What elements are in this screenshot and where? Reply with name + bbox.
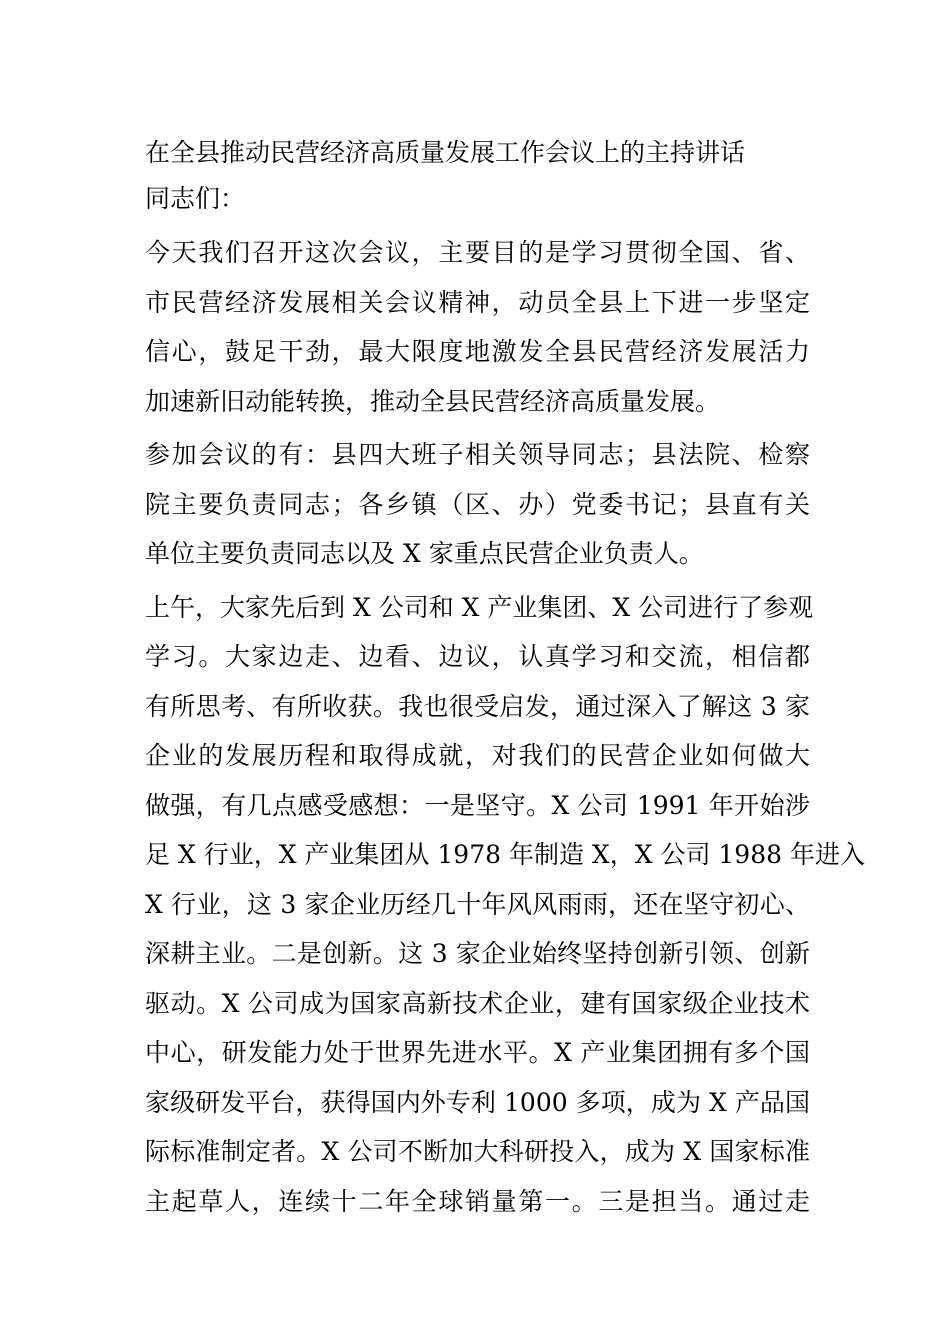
paragraph-line: 市民营经济发展相关会议精神，动员全县上下进一步坚定 <box>145 287 810 317</box>
paragraph-line: 上午，大家先后到 X 公司和 X 产业集团、X 公司进行了参观 <box>145 592 814 622</box>
paragraph-line: 加速新旧动能转换，推动全县民营经济高质量发展。 <box>145 386 721 416</box>
paragraph-intro <box>145 228 810 426</box>
paragraph-line: 今天我们召开这次会议，主要目的是学习贯彻全国、省、 <box>145 238 810 267</box>
paragraph-line: 单位主要负责同志以及 X 家重点民营企业负责人。 <box>145 539 704 568</box>
paragraph-line: 际标准制定者。X 公司不断加大科研投入，成为 X 国家标准 <box>145 1137 810 1166</box>
paragraph-line: 参加会议的有：县四大班子相关领导同志；县法院、检察 <box>145 440 810 469</box>
paragraph-line: 中心，研发能力处于世界先进水平。X 产业集团拥有多个国 <box>145 1038 810 1067</box>
paragraph-attendees <box>145 430 810 579</box>
paragraph-line: 企业的发展历程和取得成就，对我们的民营企业如何做大 <box>145 741 810 770</box>
paragraph-visit <box>145 583 865 1227</box>
paragraph-line: 家级研发平台，获得国内外专利 1000 多项，成为 X 产品国 <box>145 1087 810 1117</box>
paragraph-line: 有所思考、有所收获。我也很受启发，通过深入了解这 3 家 <box>145 691 810 721</box>
paragraph-line: 做强，有几点感受感想：一是坚守。X 公司 1991 年开始涉 <box>145 790 810 820</box>
document-body <box>145 130 865 1230</box>
paragraph-line: 驱动。X 公司成为国家高新技术企业，建有国家级企业技术 <box>145 988 810 1018</box>
paragraph-line: 足 X 行业，X 产业集团从 1978 年制造 X，X 公司 1988 年进入 <box>145 840 865 869</box>
document-title: 在全县推动民营经济高质量发展工作会议上的主持讲话 <box>145 138 746 167</box>
paragraph-line: 主起草人，连续十二年全球销量第一。三是担当。通过走 <box>145 1186 810 1216</box>
salutation: 同志们： <box>145 184 246 213</box>
paragraph-line: 院主要负责同志；各乡镇（区、办）党委书记；县直有关 <box>145 489 810 519</box>
paragraph-line: 深耕主业。二是创新。这 3 家企业始终坚持创新引领、创新 <box>145 939 810 968</box>
paragraph-line: X 行业，这 3 家企业历经几十年风风雨雨，还在坚守初心、 <box>145 889 810 919</box>
paragraph-line: 学习。大家边走、边看、边议，认真学习和交流，相信都 <box>145 642 810 671</box>
paragraph-line: 信心，鼓足干劲，最大限度地激发全县民营经济发展活力 <box>145 337 810 366</box>
